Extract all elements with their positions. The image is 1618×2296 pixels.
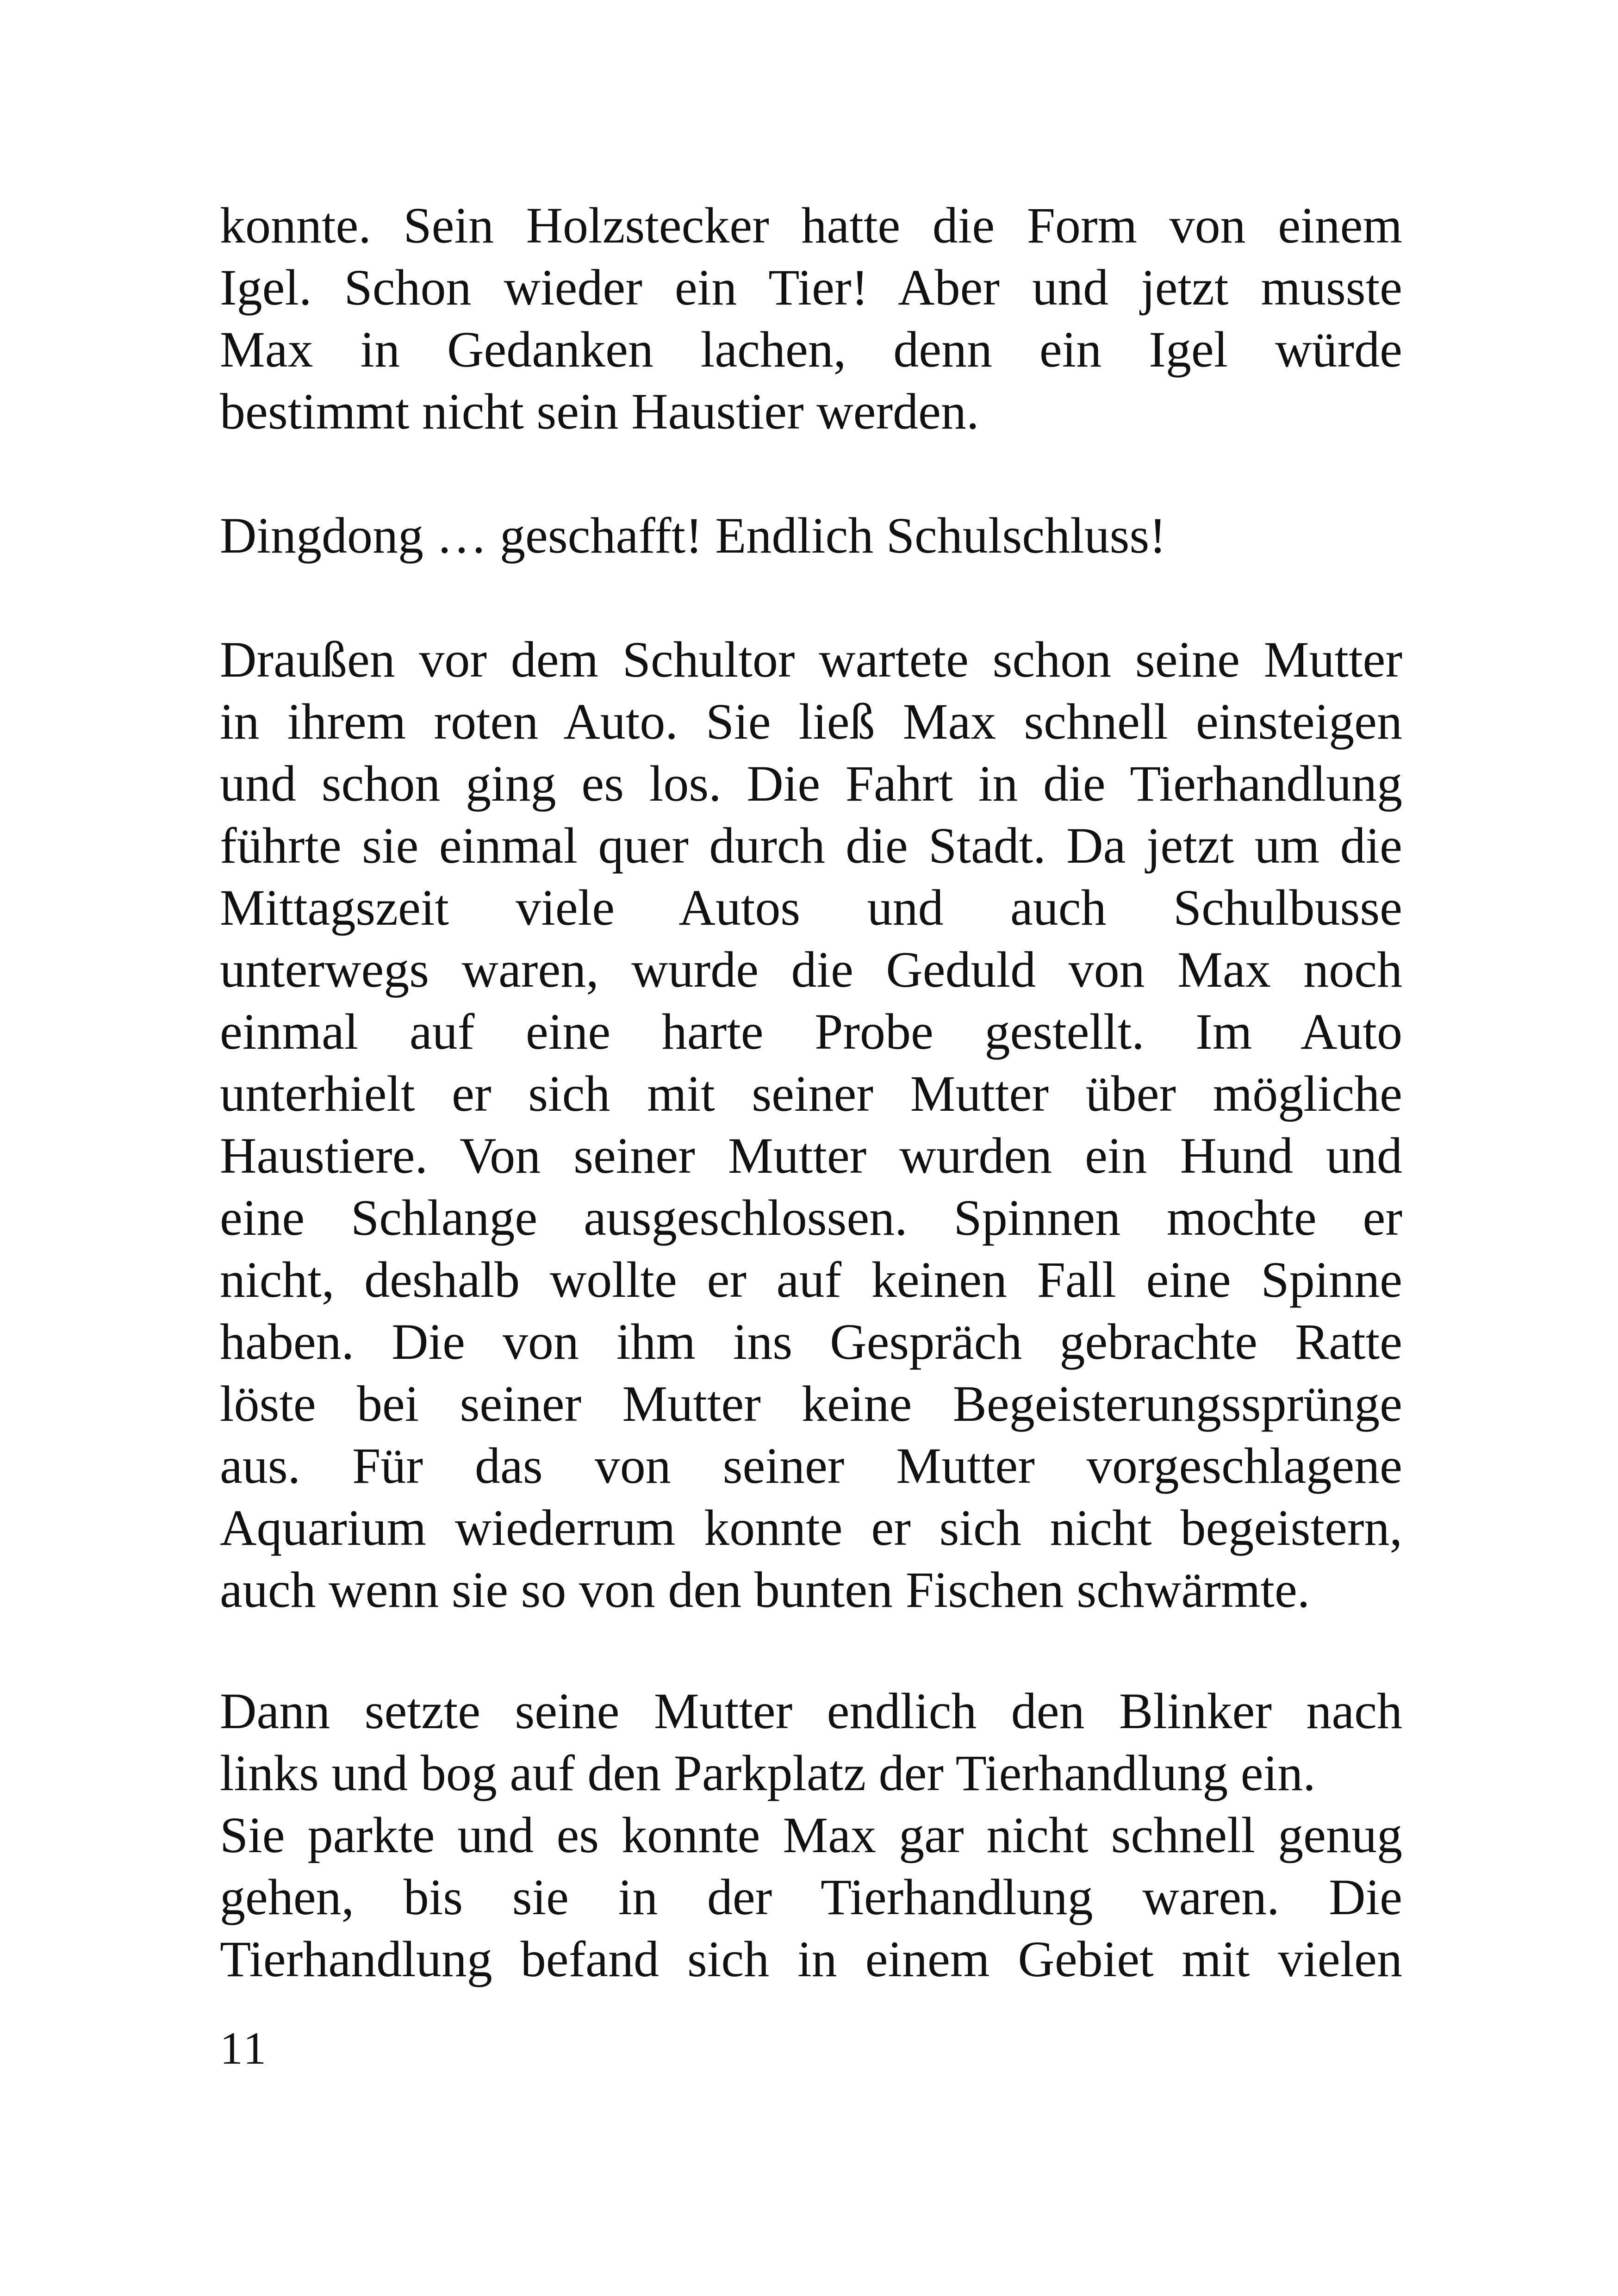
paragraph-4 <box>220 1680 1402 1990</box>
text-line: Draußen vor dem Schultor wartete schon seine Mutter <box>220 631 1402 688</box>
text-line: bestimmt nicht sein Haustier werden. <box>220 383 979 440</box>
text-line: Dingdong … geschafft! Endlich Schulschluss! <box>220 507 1166 564</box>
text-line: haben. Die von ihm ins Gespräch gebrachte Ratte <box>220 1313 1402 1370</box>
text-line: Sie parkte und es konnte Max gar nicht schnell genug <box>220 1807 1402 1863</box>
text-line: in ihrem roten Auto. Sie ließ Max schnell einsteigen <box>220 693 1402 750</box>
text-line: führte sie einmal quer durch die Stadt. Da jetzt um die <box>220 817 1402 874</box>
text-line: konnte. Sein Holzstecker hatte die Form von einem <box>220 197 1402 254</box>
text-line: Mittagszeit viele Autos und auch Schulbusse <box>220 879 1402 936</box>
text-line: gehen, bis sie in der Tierhandlung waren. Die <box>220 1869 1402 1925</box>
text-line: und schon ging es los. Die Fahrt in die Tierhandlung <box>220 755 1402 812</box>
text-line: aus. Für das von seiner Mutter vorgeschlagene <box>220 1437 1402 1494</box>
text-line: unterwegs waren, wurde die Geduld von Max noch <box>220 941 1402 998</box>
text-line: Haustiere. Von seiner Mutter wurden ein Hund und <box>220 1127 1402 1184</box>
text-body <box>220 194 1402 2046</box>
text-line: links und bog auf den Parkplatz der Tierhandlung ein. <box>220 1745 1316 1801</box>
text-line: einmal auf eine harte Probe gestellt. Im Auto <box>220 1003 1402 1060</box>
text-line: nicht, deshalb wollte er auf keinen Fall eine Spinne <box>220 1251 1402 1308</box>
text-line: auch wenn sie so von den bunten Fischen schwärmte. <box>220 1562 1310 1618</box>
text-line: Max in Gedanken lachen, denn ein Igel würde <box>220 321 1402 378</box>
text-line: Aquarium wiederrum konnte er sich nicht begeistern, <box>220 1500 1402 1556</box>
text-line: Dann setzte seine Mutter endlich den Blinker nach <box>220 1683 1402 1739</box>
page-number: 11 <box>220 2022 268 2074</box>
text-line: löste bei seiner Mutter keine Begeisterungssprünge <box>220 1375 1402 1432</box>
paragraph-3 <box>220 628 1402 1621</box>
text-line: unterhielt er sich mit seiner Mutter über mögliche <box>220 1065 1402 1122</box>
text-line: Igel. Schon wieder ein Tier! Aber und jetzt musste <box>220 259 1402 316</box>
paragraph-1 <box>220 194 1402 442</box>
text-line: eine Schlange ausgeschlossen. Spinnen mochte er <box>220 1189 1402 1246</box>
text-line: Tierhandlung befand sich in einem Gebiet mit vielen <box>220 1931 1402 1987</box>
paragraph-2 <box>220 504 1402 566</box>
